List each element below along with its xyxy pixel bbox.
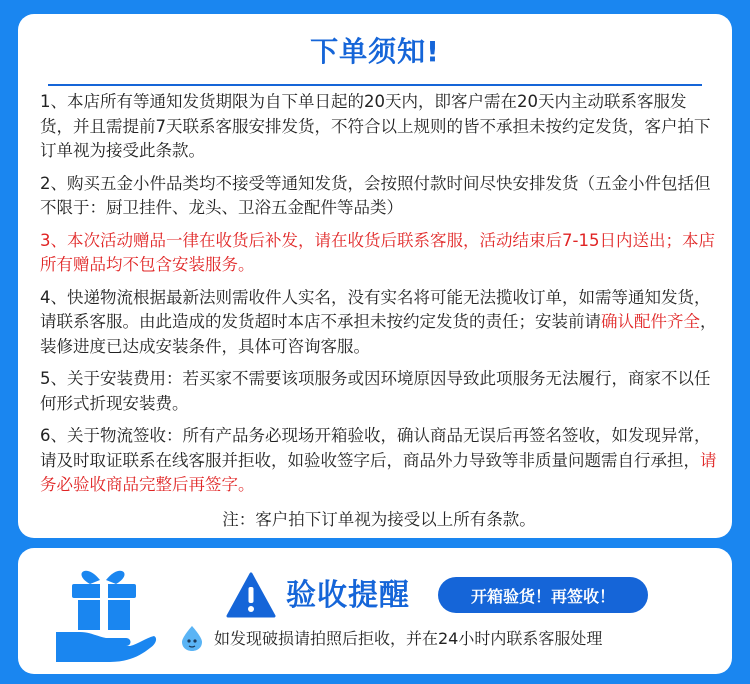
reminder-note: 如发现破损请拍照后拒收，并在24小时内联系客服处理 bbox=[214, 629, 603, 648]
notice-card bbox=[18, 14, 732, 538]
term-6-text: 6、关于物流签收：所有产品务必现场开箱验收，确认商品无误后再签名签收，如发现异常，请及时取证联系在线客服并拒收，如验收签字后，商品外力导致等非质量问题需自行承担， bbox=[40, 426, 711, 470]
title-divider bbox=[48, 84, 702, 86]
term-4 bbox=[40, 286, 718, 360]
terms-list bbox=[40, 90, 718, 546]
term-4-highlight: 确认配件齐全 bbox=[601, 312, 700, 331]
unbox-check-badge: 开箱验货！再签收！ bbox=[438, 577, 648, 613]
term-4-text-a: 4、快递物流根据最新法则需收件人实名，没有实名将可能无法揽收订单，如需等通知发货，请联系客服。由此造成的发货超时本店不承担未按约定发货的责任；安装前请 bbox=[40, 287, 711, 331]
term-5: 5、关于安装费用：若买家不需要该项服务或因环境原因导致此项服务无法履行，商家不以任何形式折现安装费。 bbox=[40, 369, 711, 413]
reminder-card bbox=[18, 548, 732, 674]
title-wrap bbox=[18, 30, 732, 70]
term-2: 2、购买五金小件品类均不接受等通知发货，会按照付款时间尽快安排发货（五金小件包括但不限于：厨卫挂件、龙头、卫浴五金配件等品类） bbox=[40, 173, 711, 217]
term-4-text-b: ，装修进度已达成安装条件，具体可咨询客服。 bbox=[40, 312, 717, 356]
page-title: 下单须知! bbox=[310, 35, 440, 68]
water-drop-icon bbox=[178, 624, 206, 656]
term-1: 1、本店所有等通知发货期限为自下单日起的20天内，即客户需在20天内主动联系客服发货，并且需提前7天联系客服安排发货，不符合以上规则的皆不承担未按约定发货，客户拍下订单视为接受此条款。 bbox=[40, 92, 711, 160]
term-3: 3、本次活动赠品一律在收货后补发，请在收货后联系客服，活动结束后7-15日内送出；本店所有赠品均不包含安装服务。 bbox=[40, 230, 715, 274]
terms-note: 注：客户拍下订单视为接受以上所有条款。 bbox=[222, 509, 536, 529]
term-6 bbox=[40, 424, 718, 498]
reminder-title: 验收提醒 bbox=[286, 578, 410, 613]
warning-icon bbox=[226, 572, 276, 622]
gift-hand-icon bbox=[50, 558, 160, 672]
term-6-highlight: 请务必验收商品完整后再签字。 bbox=[40, 450, 717, 494]
